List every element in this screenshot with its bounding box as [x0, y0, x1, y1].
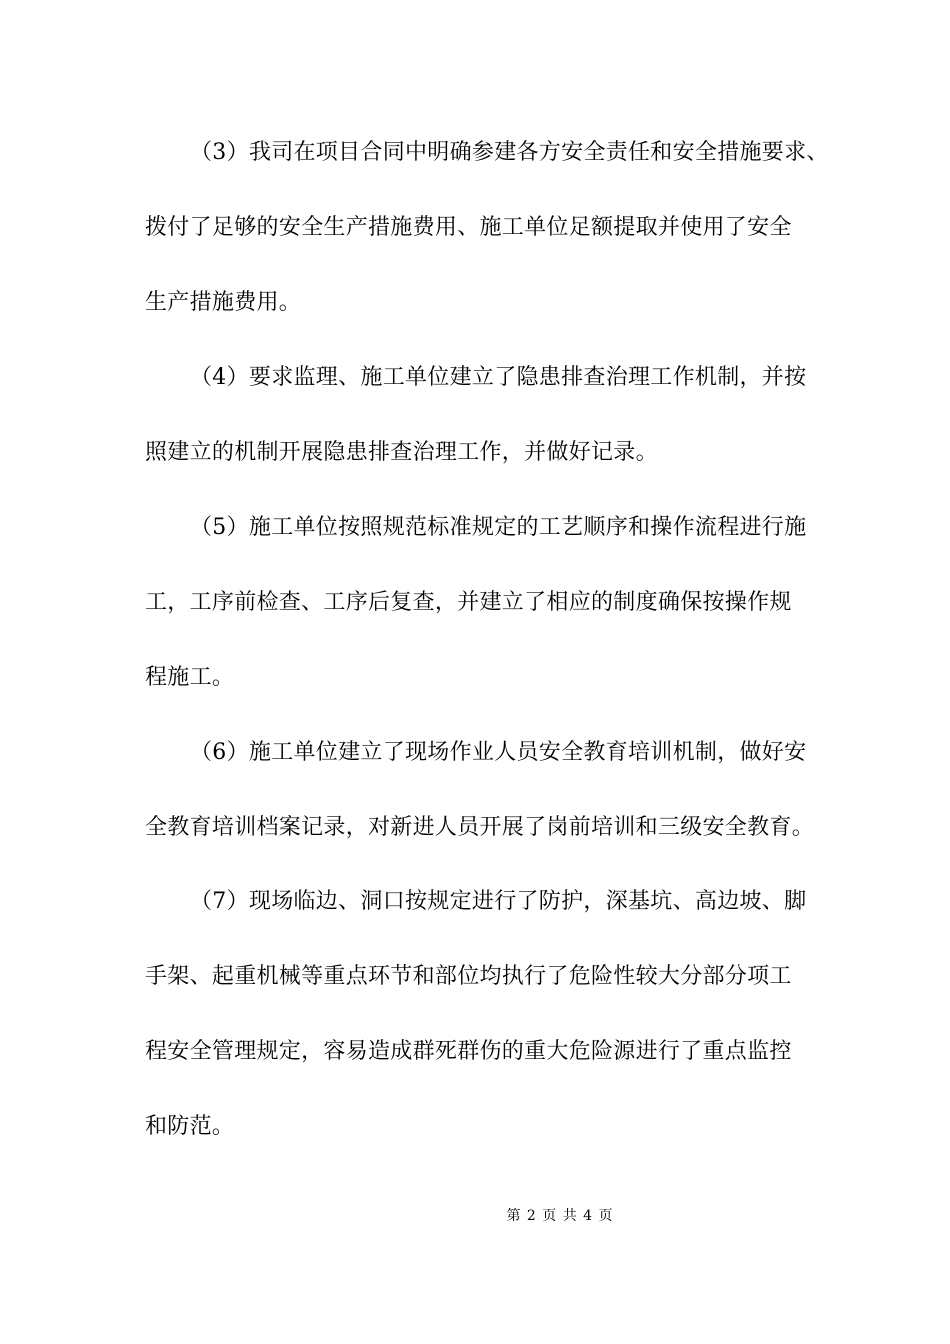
paragraph-5-line-2: 工，工序前检查、工序后复查，并建立了相应的制度确保按操作规: [145, 590, 792, 615]
page-number-footer: 第 2 页 共 4 页: [506, 1208, 614, 1224]
paragraph-5-line-1: （5）施工单位按照规范标准规定的工艺顺序和操作流程进行施: [190, 515, 807, 540]
paragraph-7-line-4: 和防范。: [145, 1114, 235, 1139]
paragraph-7-line-2: 手架、起重机械等重点环节和部位均执行了危险性较大分部分项工: [145, 964, 792, 989]
paragraph-4-line-1: （4）要求监理、施工单位建立了隐患排查治理工作机制，并按: [190, 365, 807, 390]
paragraph-3-line-2: 拨付了足够的安全生产措施费用、施工单位足额提取并使用了安全: [145, 215, 792, 240]
paragraph-7-line-3: 程安全管理规定，容易造成群死群伤的重大危险源进行了重点监控: [145, 1039, 792, 1064]
paragraph-3-line-1: （3）我司在项目合同中明确参建各方安全责任和安全措施要求、: [190, 140, 829, 165]
paragraph-7-line-1: （7）现场临边、洞口按规定进行了防护，深基坑、高边坡、脚: [190, 889, 807, 914]
paragraph-5-line-3: 程施工。: [145, 665, 235, 690]
paragraph-6-line-1: （6）施工单位建立了现场作业人员安全教育培训机制，做好安: [190, 740, 807, 765]
paragraph-4-line-2: 照建立的机制开展隐患排查治理工作，并做好记录。: [145, 440, 658, 465]
paragraph-6-line-2: 全教育培训档案记录，对新进人员开展了岗前培训和三级安全教育。: [145, 815, 815, 840]
paragraph-3-line-3: 生产措施费用。: [145, 290, 302, 315]
